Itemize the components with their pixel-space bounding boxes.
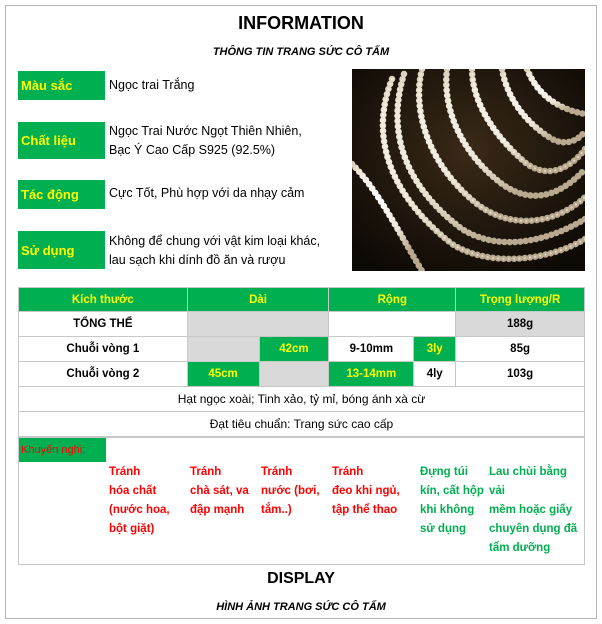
tip-line: chà sát, va xyxy=(190,485,249,497)
note-standard: Đạt tiêu chuẩn: Trang sức cao cấp xyxy=(19,412,585,437)
row-weight: 85g xyxy=(456,337,585,362)
page-subtitle: THÔNG TIN TRANG SỨC CÔ TẤM xyxy=(212,46,390,58)
table-row xyxy=(19,337,585,362)
row-width-ly: 3ly xyxy=(414,337,456,362)
row-length: 42cm xyxy=(259,337,329,362)
advice-label: Khuyến nghị: xyxy=(19,438,106,462)
tip-avoid-chemicals xyxy=(109,463,170,539)
tip-line: đập mạnh xyxy=(190,504,245,516)
pearl-necklace-photo xyxy=(352,69,585,271)
display-title: DISPLAY xyxy=(267,570,335,587)
tip-line: Tránh xyxy=(332,466,364,478)
spec-table-header xyxy=(19,288,585,312)
attr-value-line: lau sạch khi dính đồ ăn và rượu xyxy=(109,253,286,267)
tip-line: Tránh xyxy=(109,466,141,478)
attr-value-line: Cực Tốt, Phù hợp với da nhạy cảm xyxy=(109,186,305,200)
header-size: Kích thước xyxy=(19,288,188,312)
note-bead-quality: Hạt ngọc xoài; Tinh xảo, tỷ mỉ, bóng ánh xà cừ xyxy=(19,387,585,412)
tip-line: Tránh xyxy=(261,466,293,478)
tip-avoid-water xyxy=(261,463,320,520)
tip-clean-soft-cloth xyxy=(489,463,584,558)
attr-value-line: Bạc Ý Cao Cấp S925 (92.5%) xyxy=(109,143,276,157)
attr-value-color xyxy=(109,76,349,95)
tip-line: chuyên dụng đã xyxy=(489,523,578,535)
row-name: TỔNG THỂ xyxy=(19,312,188,337)
tip-line: tắm..) xyxy=(261,504,292,516)
attr-value-line: Không để chung với vật kim loại khác, xyxy=(109,234,321,248)
attr-value-effect xyxy=(109,184,349,203)
row-width-mm: 9-10mm xyxy=(329,337,414,362)
table-row xyxy=(19,387,585,412)
empty-cell xyxy=(187,337,259,362)
table-row xyxy=(19,362,585,387)
row-length: 45cm xyxy=(187,362,259,387)
tip-line: khi không xyxy=(420,504,475,516)
empty-cell xyxy=(259,362,329,387)
row-weight: 103g xyxy=(456,362,585,387)
tip-line: (nước hoa, xyxy=(109,504,170,516)
attr-value-usage xyxy=(109,232,349,270)
attr-label-effect: Tác động xyxy=(18,180,105,209)
tip-store-sealed xyxy=(420,463,484,539)
pearl-necklace-illustration xyxy=(352,69,585,271)
empty-cell xyxy=(329,312,456,337)
row-width-mm: 13-14mm xyxy=(329,362,414,387)
tip-line: Đựng túi xyxy=(420,466,468,478)
row-name: Chuỗi vòng 1 xyxy=(19,337,188,362)
row-width-ly: 4ly xyxy=(414,362,456,387)
attr-value-line: Ngọc Trai Nước Ngọt Thiên Nhiên, xyxy=(109,124,302,138)
tip-line: đeo khi ngủ, xyxy=(332,485,400,497)
empty-cell xyxy=(187,312,329,337)
tip-line: mềm hoặc giấy xyxy=(489,504,573,516)
tip-line: Lau chùi bằng vải xyxy=(489,466,567,497)
header-width: Rộng xyxy=(329,288,456,312)
attr-value-line: Ngọc trai Trắng xyxy=(109,78,195,92)
attr-label-usage: Sử dụng xyxy=(18,231,105,269)
tip-line: sử dụng xyxy=(420,523,467,535)
attr-value-material xyxy=(109,122,349,160)
table-row xyxy=(19,412,585,437)
attr-label-material: Chất liệu xyxy=(18,122,105,159)
tip-avoid-impact xyxy=(190,463,249,520)
tip-avoid-sleep-sport xyxy=(332,463,400,520)
tip-line: Tránh xyxy=(190,466,222,478)
display-subtitle: HÌNH ẢNH TRANG SỨC CÔ TẤM xyxy=(216,601,386,613)
advice-section xyxy=(18,437,585,565)
row-weight: 188g xyxy=(456,312,585,337)
tip-line: tập thể thao xyxy=(332,504,398,516)
spec-table xyxy=(18,287,585,437)
header-length: Dài xyxy=(187,288,329,312)
attr-label-color: Màu sắc xyxy=(18,71,105,100)
row-name: Chuỗi vòng 2 xyxy=(19,362,188,387)
header-weight: Trọng lượng/R xyxy=(456,288,585,312)
page-title: INFORMATION xyxy=(238,13,364,33)
table-row xyxy=(19,312,585,337)
tip-line: nước (bơi, xyxy=(261,485,320,497)
tip-line: tẩm dưỡng xyxy=(489,542,551,554)
tip-line: bột giặt) xyxy=(109,523,155,535)
tip-line: kín, cất hộp xyxy=(420,485,484,497)
tip-line: hóa chất xyxy=(109,485,157,497)
